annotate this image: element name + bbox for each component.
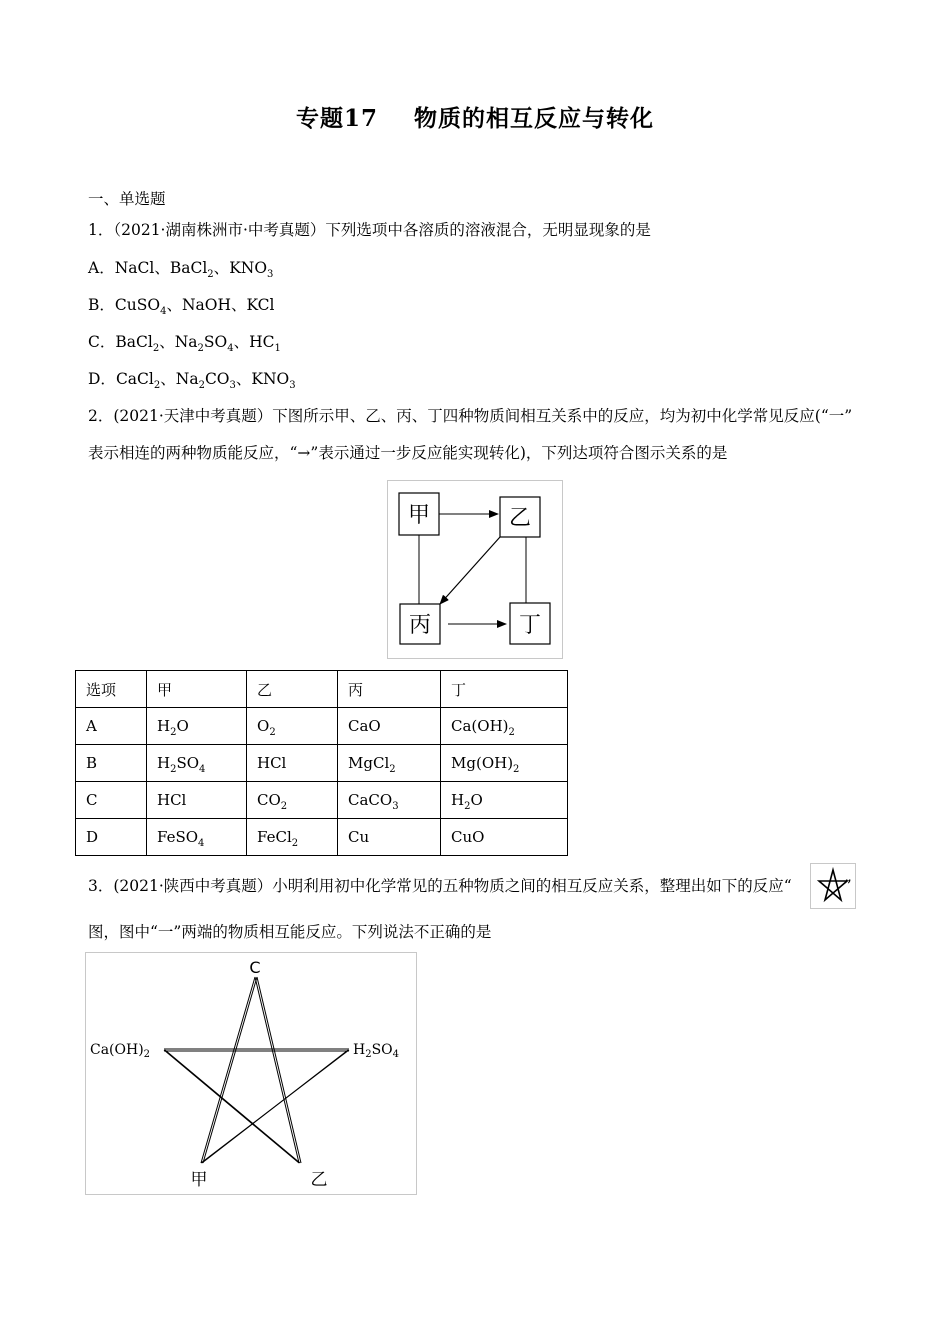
q1-option-c: C．BaCl$_2$、$Na_2SO_4$、$HC_1$ — [88, 333, 281, 354]
q2-diagram — [387, 480, 563, 659]
chem-formula: CuSO$_4$ — [114, 296, 167, 317]
chem-formula: $KNO_3$ — [229, 259, 274, 280]
q1-option-a: A．NaCl、BaCl$_2$、$KNO_3$ — [88, 259, 274, 280]
table-cell: HCl — [247, 745, 338, 782]
table-row — [76, 745, 568, 782]
table-cell: $O_2$ — [247, 708, 338, 745]
star-lines — [164, 977, 349, 1163]
chem-formula: CaCl$_2$ — [115, 370, 161, 391]
table-cell: $H_2O$ — [441, 782, 568, 819]
table-header-cell: 丙 — [338, 671, 441, 708]
node-a-label: 甲 — [407, 503, 431, 528]
title-topic: 专题17 — [295, 105, 378, 132]
table-cell: FeCl$_2$ — [247, 819, 338, 856]
table-cell: CaCO$_3$ — [338, 782, 441, 819]
table-cell: B — [76, 745, 147, 782]
table-cell: FeSO$_4$ — [147, 819, 247, 856]
q3-star-diagram — [85, 952, 417, 1195]
section-heading: 一、单选题 — [88, 190, 166, 208]
star-inline-icon — [810, 863, 856, 909]
star-label-top: C — [249, 958, 261, 977]
table-cell: $H_2O$ — [147, 708, 247, 745]
chem-formula: $HC_1$ — [249, 333, 281, 354]
q2-options-table — [75, 670, 568, 856]
table-cell: CaO — [338, 708, 441, 745]
table-header-row — [76, 671, 568, 708]
table-row — [76, 708, 568, 745]
title-name: 物质的相互反应与转化 — [414, 105, 654, 132]
chem-formula: BaCl$_2$ — [115, 333, 160, 354]
chem-formula: BaCl$_2$ — [169, 259, 214, 280]
star-label-left: $Ca(OH)_2$ — [90, 1042, 151, 1060]
table-header-cell: 丁 — [441, 671, 568, 708]
chem-formula: NaCl — [114, 259, 155, 277]
node-d-label: 丁 — [518, 613, 542, 638]
table-cell: $Ca(OH)_2$ — [441, 708, 568, 745]
star-label-right: $H_2SO_4$ — [353, 1042, 400, 1060]
star-label-bottom-right: 乙 — [310, 1170, 328, 1190]
table-cell: CuO — [441, 819, 568, 856]
q2-stem-line1: 2．(2021·天津中考真题）下图所示甲、乙、丙、丁四种物质间相互关系中的反应，均为初中化学常见反应(“一” — [88, 407, 853, 425]
table-cell: A — [76, 708, 147, 745]
q3-star-svg — [86, 953, 416, 1194]
table-cell: Cu — [338, 819, 441, 856]
chem-formula: NaOH — [181, 296, 231, 314]
star-label-bottom-left: 甲 — [190, 1170, 208, 1190]
table-cell: HCl — [147, 782, 247, 819]
table-header-cell: 选项 — [76, 671, 147, 708]
table-cell: $Mg(OH)_2$ — [441, 745, 568, 782]
table-header-cell: 乙 — [247, 671, 338, 708]
node-b-label: 乙 — [508, 506, 532, 531]
table-cell: $CO_2$ — [247, 782, 338, 819]
arrow-b-to-c — [440, 537, 500, 604]
table-cell: C — [76, 782, 147, 819]
q3-stem-line2: 图，图中“一”两端的物质相互能反应。下列说法不正确的是 — [88, 923, 492, 941]
table-cell: $H_2SO_4$ — [147, 745, 247, 782]
chem-formula: $Na_2CO_3$ — [175, 370, 236, 391]
chem-formula: $KNO_3$ — [251, 370, 296, 391]
q2-diagram-svg — [388, 481, 562, 658]
table-cell: MgCl$_2$ — [338, 745, 441, 782]
q3-stem-line1: 3．(2021·陕西中考真题）小明利用初中化学常见的五种物质之间的相互反应关系，整理出如下的反应“ ” — [88, 877, 852, 895]
table-row — [76, 819, 568, 856]
table-row — [76, 782, 568, 819]
chem-formula: KCl — [246, 296, 275, 314]
q1-stem: 1．（2021·湖南株洲市·中考真题）下列选项中各溶质的溶液混合，无明显现象的是 — [88, 221, 651, 239]
table-header-cell: 甲 — [147, 671, 247, 708]
q1-option-d: D．CaCl$_2$、$Na_2CO_3$、$KNO_3$ — [88, 370, 296, 391]
page-title — [0, 100, 950, 133]
table-cell: D — [76, 819, 147, 856]
q1-option-b: B．CuSO$_4$、NaOH、KCl — [88, 296, 275, 317]
node-c-label: 丙 — [408, 613, 432, 638]
chem-formula: $Na_2SO_4$ — [174, 333, 234, 354]
q2-stem-line2: 表示相连的两种物质能反应，“→”表示通过一步反应能实现转化)，下列达项符合图示关系的是 — [88, 444, 728, 462]
